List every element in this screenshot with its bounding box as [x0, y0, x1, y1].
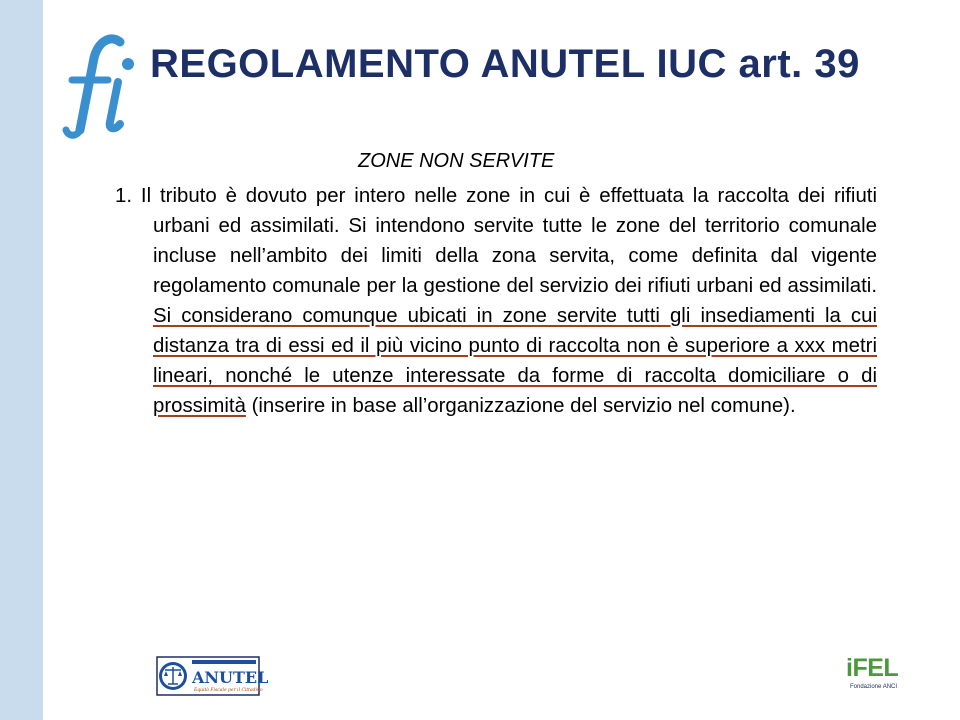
anutel-logo-icon: [156, 656, 269, 696]
paragraph-number: 1.: [115, 185, 133, 207]
anutel-wordmark: ANUTEL: [192, 668, 269, 687]
fi-logo-icon: [58, 30, 144, 140]
section-subtitle: ZONE NON SERVITE: [358, 150, 555, 172]
ifel-logo: [842, 654, 902, 700]
slide-title: REGOLAMENTO ANUTEL IUC art. 39: [150, 42, 860, 86]
ifel-wordmark: iFEL: [846, 654, 899, 682]
paragraph-note: (inserire in base all’organizzazione del servizio nel comune).: [251, 395, 796, 417]
side-band: [0, 0, 43, 720]
paragraph-text: Il tributo è dovuto per intero nelle zone in cui è effettuata la raccolta dei rifiuti urbani ed assimilati. Si intendono servite tutte le zone del territorio comunale incluse nell’ambito dei limiti della zona servita, come definita dal vigente regolamento comunale per la gestione del servizio dei rifiuti urbani ed assimilati.: [140, 185, 877, 297]
article-paragraph: [115, 181, 877, 421]
paragraph-underlined-text: Si considerano comunque ubicati in zone servite tutti gli insediamenti la cui distanza tra di essi ed il più vicino punto di raccolta non è superiore a xxx metri lineari, nonché le utenze interessate da forme di raccolta domiciliare o di prossimità: [153, 305, 877, 417]
anutel-tagline: Equità Fiscale per il Cittadino: [194, 688, 263, 693]
ifel-tagline: Fondazione ANCI: [850, 684, 898, 690]
